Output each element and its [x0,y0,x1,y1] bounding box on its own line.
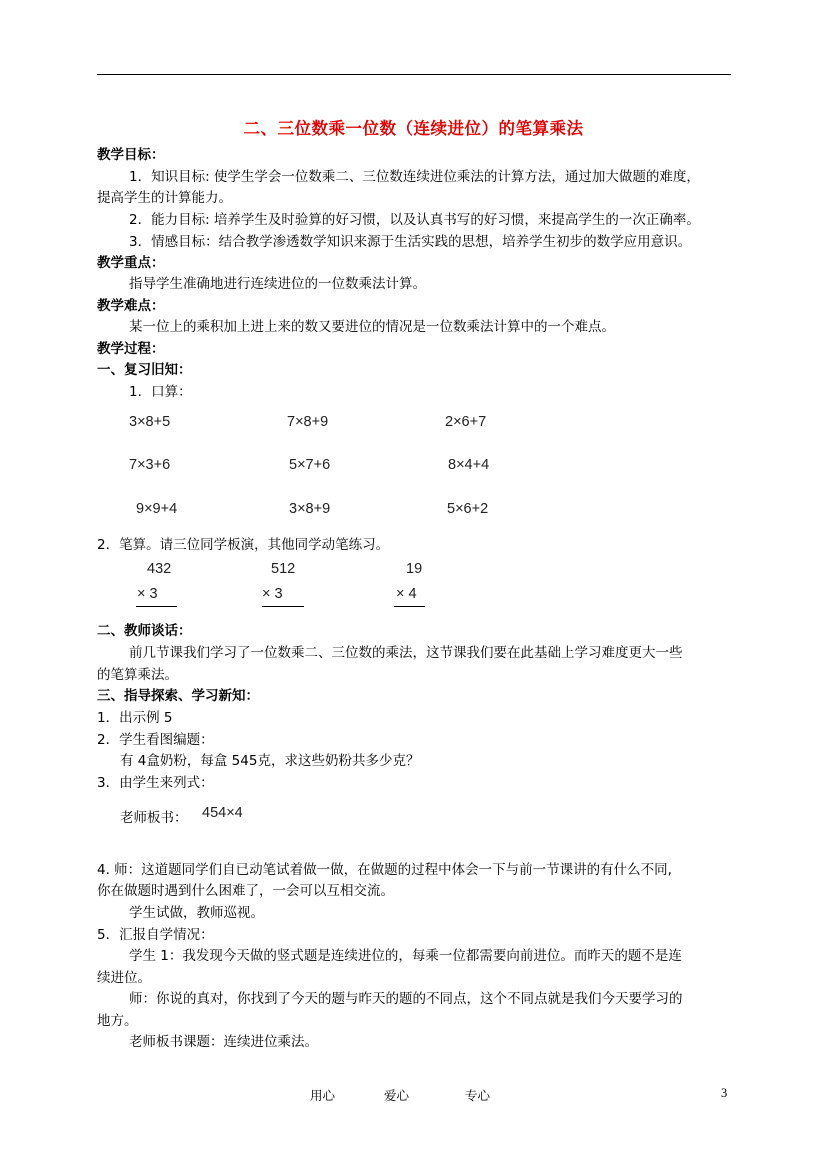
page-number: 3 [721,1086,728,1100]
goal-2: 2．能力目标: 培养学生及时验算的好习惯，以及认真书写的好习惯，来提高学生的一次正确率。 [129,212,700,228]
oral-expr: 3×8+9 [289,501,331,517]
step-4-line-1: 4. 师：这道题同学们自已动笔试着做一做，在做题的过程中体会一下与前一节课讲的有什么不同, [97,862,672,878]
goal-3: 3．情感目标：结合教学渗透数学知识来源于生活实践的思想，培养学生初步的数学应用意识。 [129,234,692,250]
vertical-multiplier: × 4 [396,586,417,602]
step-3: 3．由学生来列式： [97,775,214,791]
vertical-top-number: 512 [271,561,296,577]
section-2-heading: 二、教师谈话： [97,623,192,639]
teacher-line-2: 地方。 [97,1013,138,1029]
vertical-underline [394,606,425,607]
vertical-underline [136,606,177,607]
key-text: 指导学生准确地进行连续进位的一位数乘法计算。 [129,276,426,292]
oral-expr: 5×6+2 [447,501,489,517]
oral-expr: 2×6+7 [445,414,487,430]
footer-item: 爱心 [384,1088,410,1103]
student-1-line-1: 学生 1：我发现今天做的竖式题是连续进位的，每乘一位都需要向前进位。而昨天的题不是连 [129,948,682,964]
goal-1-line-1: 1．知识目标: 使学生学会一位数乘二、三位数连续进位乘法的计算方法，通过加大做题的难度， [129,169,700,185]
talk-line-2: 的笔算乘法。 [97,667,178,683]
difficulty-heading: 教学难点： [97,298,165,314]
step-5: 5．汇报自学情况： [97,927,214,943]
vertical-multiplier: × 3 [137,586,158,602]
oral-expr: 9×9+4 [136,501,178,517]
talk-line-1: 前几节课我们学习了一位数乘二、三位数的乘法，这节课我们要在此基础上学习难度更大一些 [129,645,683,661]
student-1-line-2: 续进位。 [97,970,151,986]
oral-expr: 7×3+6 [129,457,171,473]
goal-1-line-2: 提高学生的计算能力。 [97,190,232,206]
vertical-top-number: 19 [406,561,423,577]
written-intro: 2．笔算。请三位同学板演，其他同学动笔练习。 [97,537,390,553]
key-heading: 教学重点： [97,255,165,271]
board-label: 老师板书： [120,810,188,826]
vertical-top-number: 432 [147,561,172,577]
section-3-heading: 三、指导探索、学习新知： [97,688,259,704]
step-2: 2．学生看图编题： [97,732,214,748]
section-1-heading: 一、复习旧知： [97,362,192,378]
footer-item: 用心 [310,1088,336,1103]
board-topic: 老师板书课题：连续进位乘法。 [129,1034,318,1050]
step-4-line-3: 学生试做，教师巡视。 [129,905,264,921]
step-4-line-2: 你在做题时遇到什么困难了，一会可以互相交流。 [97,883,394,899]
header-rule [97,74,731,75]
vertical-multiplier: × 3 [262,586,283,602]
oral-expr: 3×8+5 [129,414,171,430]
vertical-underline [262,606,304,607]
board-expression: 454×4 [202,805,243,821]
teacher-line-1: 师：你说的真对，你找到了今天的题与昨天的题的不同点，这个不同点就是我们今天要学习的 [129,991,683,1007]
step-2-text: 有 4盒奶粉，每盒 545克，求这些奶粉共多少克？ [120,753,420,769]
oral-expr: 5×7+6 [289,457,331,473]
oral-expr: 7×8+9 [287,414,329,430]
oral-expr: 8×4+4 [448,457,490,473]
page-title: 二、三位数乘一位数（连续进位）的笔算乘法 [243,119,584,138]
oral-heading: 1．口算： [129,384,192,400]
step-1: 1．出示例 5 [97,710,173,726]
difficulty-text: 某一位上的乘积加上进上来的数又要进位的情况是一位数乘法计算中的一个难点。 [129,319,615,335]
goals-heading: 教学目标： [97,147,165,163]
process-heading: 教学过程： [97,341,165,357]
footer-item: 专心 [465,1088,491,1103]
